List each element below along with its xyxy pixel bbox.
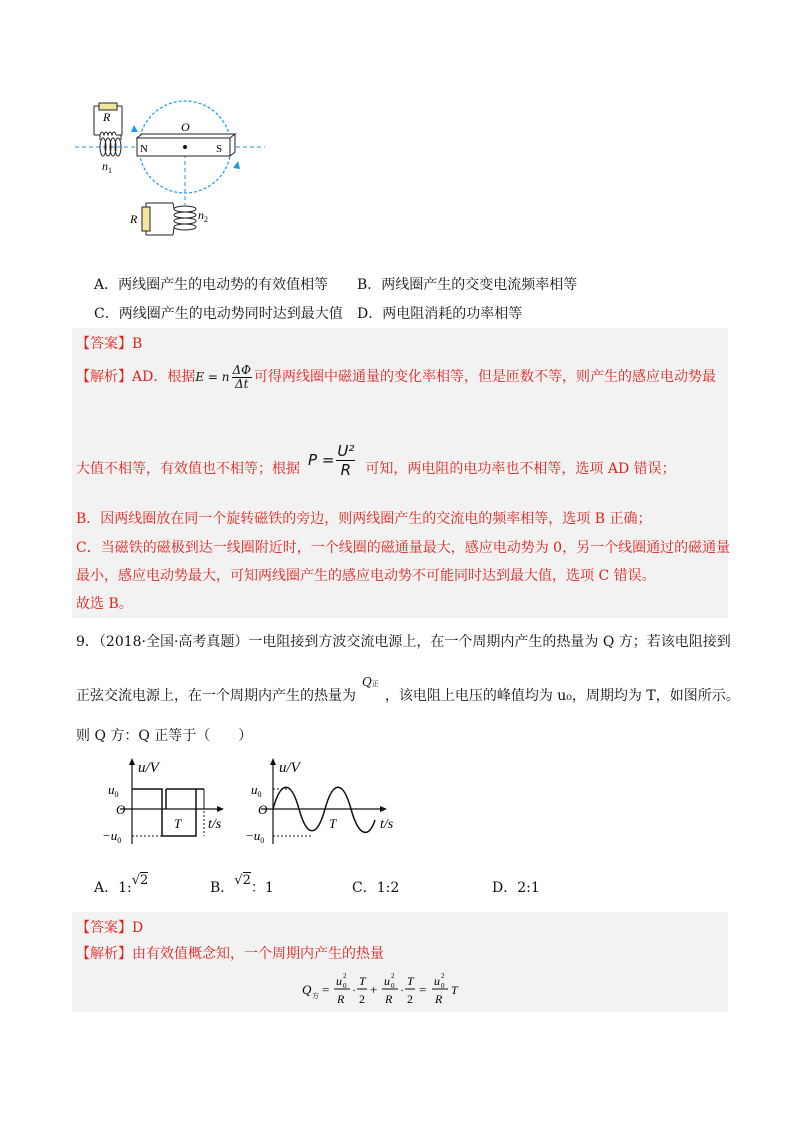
answer-line-q8 bbox=[76, 334, 142, 354]
svg-text:T: T bbox=[451, 983, 458, 997]
svg-text:R: R bbox=[435, 992, 443, 1006]
svg-text:T: T bbox=[359, 974, 366, 988]
svg-text:R: R bbox=[385, 992, 393, 1006]
sine-wave-graph bbox=[225, 756, 405, 850]
svg-text:=: = bbox=[322, 982, 330, 997]
svg-text:T: T bbox=[407, 974, 414, 988]
svg-text:0: 0 bbox=[441, 982, 445, 990]
answer-tag: 【答案】 bbox=[76, 336, 132, 352]
label-R-top: R bbox=[103, 110, 111, 124]
label-S: S bbox=[216, 143, 223, 155]
svg-text:·: · bbox=[352, 983, 356, 997]
svg-text:=: = bbox=[419, 982, 427, 997]
svg-text:2: 2 bbox=[407, 992, 413, 1006]
svg-text:u0: $u_0$ bbox=[108, 782, 119, 799]
svg-text:t/s: t/s bbox=[380, 817, 394, 832]
svg-text:O: O bbox=[258, 802, 268, 817]
label-R-bottom: R bbox=[130, 212, 138, 226]
svg-text:2: 2 bbox=[391, 972, 395, 980]
sqrt-icon: √2 bbox=[131, 873, 149, 888]
analysis-line-c2: 最小，感应电动势最大，可知两线圈产生的感应电动势不可能同时达到最大值，选项 C 错误。 bbox=[76, 568, 656, 584]
q8-option-b: B．两线圈产生的交变电流频率相等 bbox=[357, 277, 578, 293]
label-N: N bbox=[140, 143, 148, 155]
svg-text:2: 2 bbox=[343, 972, 347, 980]
svg-text:−u0: $-u_0$ bbox=[102, 828, 122, 845]
q8-option-a: A．两线圈产生的电动势的有效值相等 bbox=[94, 277, 329, 293]
svg-text:2: 2 bbox=[359, 992, 365, 1006]
q8-option-c: C．两线圈产生的电动势同时达到最大值 bbox=[94, 306, 343, 322]
svg-text:u0: $u_0$ bbox=[251, 782, 262, 799]
q9-option-a: A．1:√2 bbox=[94, 873, 149, 896]
q9-line-2: 正弦交流电源上，在一个周期内产生的热量为Q正，该电阻上电压的峰值均为 u₀，周期均为 T，如图所示。 bbox=[76, 675, 740, 704]
formula-P: P = $\frac{\text{U²}}{R}$ bbox=[308, 442, 355, 479]
label-O: O bbox=[181, 120, 190, 134]
answer-line-q9: 【答案】D bbox=[76, 920, 144, 936]
svg-text:0: 0 bbox=[343, 982, 347, 990]
svg-text:0: 0 bbox=[391, 982, 395, 990]
q9-line-1: 9．（2018·全国·高考真题）一电阻接到方波交流电源上，在一个周期内产生的热量为 Q 方；若该电阻接到 bbox=[76, 634, 731, 650]
q9-option-b: B．√2：1 bbox=[210, 873, 274, 896]
svg-text:R: R bbox=[337, 992, 345, 1006]
heat-formula bbox=[300, 970, 500, 1010]
magnet-coil-figure bbox=[70, 95, 270, 255]
svg-text:u/V: u/V bbox=[138, 760, 159, 776]
analysis-line-end: 故选 B。 bbox=[76, 596, 133, 612]
svg-text:T: T bbox=[329, 816, 337, 831]
q-sine-symbol: Q正 bbox=[362, 675, 379, 689]
q9-option-d: D．2:1 bbox=[492, 880, 540, 896]
sqrt-icon: √2 bbox=[234, 873, 251, 888]
svg-text:·: · bbox=[400, 983, 404, 997]
q8-option-d: D．两电阻消耗的功率相等 bbox=[357, 306, 523, 322]
square-wave-graph bbox=[70, 756, 240, 850]
svg-text:u: u bbox=[336, 974, 342, 988]
analysis-line-b: B．因两线圈放在同一个旋转磁铁的旁边，则两线圈产生的交流电的频率相等，选项 B 正确； bbox=[76, 511, 652, 527]
analysis-tag: 【解析】 bbox=[76, 369, 132, 385]
analysis-line-c1: C．当磁铁的磁极到达一线圈附近时，一个线圈的磁通量最大，感应电动势为 0，另一个线圈通过的磁通量 bbox=[76, 540, 731, 556]
analysis-line-q9: 【解析】由有效值概念知，一个周期内产生的热量 bbox=[76, 946, 384, 962]
q9-line-3: 则 Q 方：Q 正等于（ ） bbox=[76, 728, 253, 744]
label-n2: $n_2$ bbox=[198, 208, 208, 224]
svg-text:t/s: t/s bbox=[208, 817, 222, 832]
analysis-line-1: 【解析】AD．根据E = n $\frac{\Delta\Phi}{\Delta t}$ 可得两线圈中磁通量的变化率相等，但是匝数不等，则产生的感应电动势最 bbox=[76, 363, 717, 391]
label-n1: $n_1$ bbox=[102, 159, 112, 175]
svg-text:2: 2 bbox=[441, 972, 445, 980]
answer-value: B bbox=[132, 336, 143, 352]
svg-text:u/V: u/V bbox=[279, 760, 300, 776]
svg-text:u: u bbox=[434, 974, 440, 988]
svg-text:Q: Q bbox=[302, 982, 312, 997]
analysis-line-2: 大值不相等，有效值也不相等；根据 P = $\frac{\text{U²}}{R}$ 可知，两电阻的电功率也不相等，选项 AD 错误； bbox=[76, 442, 676, 479]
svg-text:O: O bbox=[116, 802, 126, 817]
formula-E: E = n $\frac{\Delta\Phi}{\Delta t}$ bbox=[195, 363, 252, 391]
q9-option-c: C．1:2 bbox=[352, 880, 400, 896]
svg-text:−u0: $-u_0$ bbox=[245, 828, 265, 845]
svg-text:方: 方 bbox=[312, 992, 319, 1000]
svg-text:u: u bbox=[384, 974, 390, 988]
svg-text:T: T bbox=[174, 816, 182, 831]
svg-text:+: + bbox=[370, 982, 378, 997]
